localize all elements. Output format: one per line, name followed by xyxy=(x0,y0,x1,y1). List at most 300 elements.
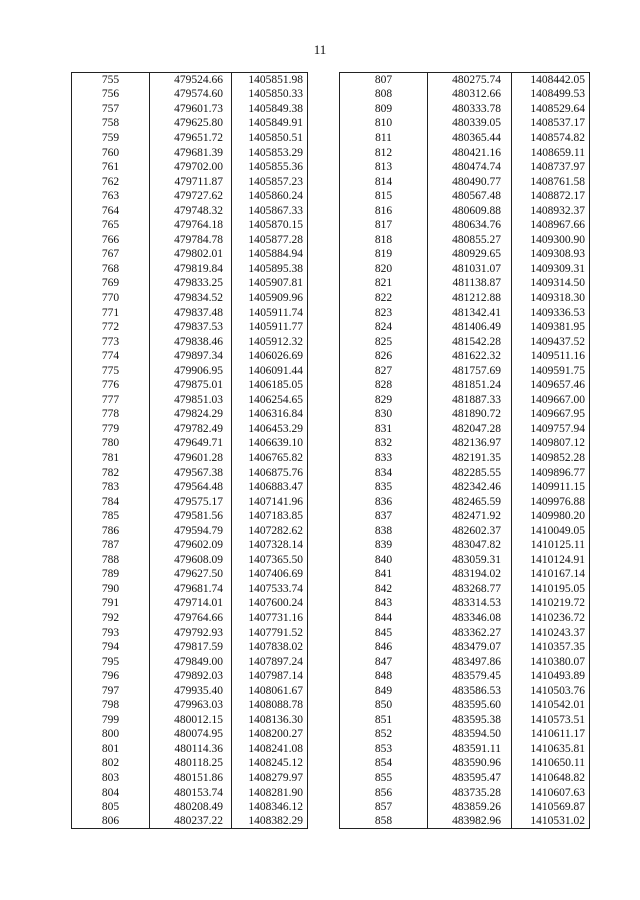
x-coordinate-cell: 482285.55 xyxy=(428,465,512,480)
point-number-cell: 846 xyxy=(340,640,428,655)
point-number-cell: 823 xyxy=(340,305,428,320)
x-coordinate-cell: 480118.25 xyxy=(150,756,232,771)
point-number-cell: 802 xyxy=(72,756,150,771)
point-number-cell: 787 xyxy=(72,538,150,553)
point-number-cell: 821 xyxy=(340,276,428,291)
x-coordinate-cell: 479601.73 xyxy=(150,102,232,117)
point-number-cell: 813 xyxy=(340,160,428,175)
y-coordinate-cell: 1410569.87 xyxy=(512,800,590,815)
point-number-cell: 762 xyxy=(72,174,150,189)
x-coordinate-cell: 481757.69 xyxy=(428,363,512,378)
y-coordinate-cell: 1408281.90 xyxy=(232,785,308,800)
y-coordinate-cell: 1408245.12 xyxy=(232,756,308,771)
table-row xyxy=(72,436,308,451)
x-coordinate-cell: 479649.71 xyxy=(150,436,232,451)
x-coordinate-cell: 479608.09 xyxy=(150,553,232,568)
table-row xyxy=(340,102,590,117)
x-coordinate-cell: 479824.29 xyxy=(150,407,232,422)
table-row xyxy=(72,494,308,509)
y-coordinate-cell: 1405849.38 xyxy=(232,102,308,117)
table-row xyxy=(72,407,308,422)
y-coordinate-cell: 1407838.02 xyxy=(232,640,308,655)
x-coordinate-cell: 479875.01 xyxy=(150,378,232,393)
x-coordinate-cell: 483735.28 xyxy=(428,785,512,800)
x-coordinate-cell: 479727.62 xyxy=(150,189,232,204)
y-coordinate-cell: 1408529.64 xyxy=(512,102,590,117)
y-coordinate-cell: 1407328.14 xyxy=(232,538,308,553)
table-row xyxy=(72,291,308,306)
table-row xyxy=(72,538,308,553)
table-row xyxy=(340,73,590,88)
x-coordinate-cell: 481622.32 xyxy=(428,349,512,364)
point-number-cell: 854 xyxy=(340,756,428,771)
table-row xyxy=(72,160,308,175)
table-row xyxy=(340,334,590,349)
point-number-cell: 796 xyxy=(72,669,150,684)
x-coordinate-cell: 479651.72 xyxy=(150,131,232,146)
point-number-cell: 814 xyxy=(340,174,428,189)
y-coordinate-cell: 1410542.01 xyxy=(512,698,590,713)
x-coordinate-cell: 483194.02 xyxy=(428,567,512,582)
point-number-cell: 851 xyxy=(340,713,428,728)
point-number-cell: 778 xyxy=(72,407,150,422)
y-coordinate-cell: 1406453.29 xyxy=(232,422,308,437)
table-row xyxy=(340,669,590,684)
x-coordinate-cell: 479748.32 xyxy=(150,203,232,218)
table-row xyxy=(340,509,590,524)
y-coordinate-cell: 1407791.52 xyxy=(232,625,308,640)
y-coordinate-cell: 1409300.90 xyxy=(512,233,590,248)
point-number-cell: 800 xyxy=(72,727,150,742)
y-coordinate-cell: 1408136.30 xyxy=(232,713,308,728)
y-coordinate-cell: 1406765.82 xyxy=(232,451,308,466)
table-row xyxy=(340,625,590,640)
table-row xyxy=(72,363,308,378)
point-number-cell: 783 xyxy=(72,480,150,495)
x-coordinate-cell: 483586.53 xyxy=(428,683,512,698)
point-number-cell: 832 xyxy=(340,436,428,451)
table-row xyxy=(72,349,308,364)
y-coordinate-cell: 1410607.63 xyxy=(512,785,590,800)
point-number-cell: 806 xyxy=(72,814,150,829)
table-row xyxy=(72,233,308,248)
table-row xyxy=(72,262,308,277)
page-number: 11 xyxy=(313,42,327,57)
y-coordinate-cell: 1405851.98 xyxy=(232,73,308,88)
x-coordinate-cell: 483314.53 xyxy=(428,596,512,611)
y-coordinate-cell: 1410049.05 xyxy=(512,523,590,538)
point-number-cell: 797 xyxy=(72,683,150,698)
point-number-cell: 767 xyxy=(72,247,150,262)
x-coordinate-cell: 479851.03 xyxy=(150,393,232,408)
x-coordinate-cell: 483591.11 xyxy=(428,742,512,757)
table-row xyxy=(340,305,590,320)
point-number-cell: 780 xyxy=(72,436,150,451)
y-coordinate-cell: 1407406.69 xyxy=(232,567,308,582)
coordinate-table-left xyxy=(71,72,308,829)
x-coordinate-cell: 483595.47 xyxy=(428,771,512,786)
x-coordinate-cell: 480474.74 xyxy=(428,160,512,175)
y-coordinate-cell: 1407600.24 xyxy=(232,596,308,611)
x-coordinate-cell: 479906.95 xyxy=(150,363,232,378)
table-row xyxy=(340,727,590,742)
point-number-cell: 766 xyxy=(72,233,150,248)
table-row xyxy=(340,567,590,582)
y-coordinate-cell: 1408967.66 xyxy=(512,218,590,233)
y-coordinate-cell: 1408932.37 xyxy=(512,203,590,218)
point-number-cell: 850 xyxy=(340,698,428,713)
y-coordinate-cell: 1410573.51 xyxy=(512,713,590,728)
table-row xyxy=(72,116,308,131)
point-number-cell: 777 xyxy=(72,393,150,408)
x-coordinate-cell: 479714.01 xyxy=(150,596,232,611)
table-row xyxy=(72,669,308,684)
point-number-cell: 772 xyxy=(72,320,150,335)
y-coordinate-cell: 1405870.15 xyxy=(232,218,308,233)
y-coordinate-cell: 1408499.53 xyxy=(512,87,590,102)
y-coordinate-cell: 1405850.33 xyxy=(232,87,308,102)
point-number-cell: 853 xyxy=(340,742,428,757)
x-coordinate-cell: 481138.87 xyxy=(428,276,512,291)
table-row xyxy=(72,189,308,204)
x-coordinate-cell: 479764.66 xyxy=(150,611,232,626)
y-coordinate-cell: 1409591.75 xyxy=(512,363,590,378)
point-number-cell: 833 xyxy=(340,451,428,466)
point-number-cell: 856 xyxy=(340,785,428,800)
table-row xyxy=(72,509,308,524)
x-coordinate-cell: 480012.15 xyxy=(150,713,232,728)
point-number-cell: 841 xyxy=(340,567,428,582)
y-coordinate-cell: 1409336.53 xyxy=(512,305,590,320)
table-row xyxy=(72,771,308,786)
y-coordinate-cell: 1405867.33 xyxy=(232,203,308,218)
table-row xyxy=(72,73,308,88)
table-row xyxy=(72,174,308,189)
table-row xyxy=(340,814,590,829)
x-coordinate-cell: 483859.26 xyxy=(428,800,512,815)
x-coordinate-cell: 480275.74 xyxy=(428,73,512,88)
y-coordinate-cell: 1409896.77 xyxy=(512,465,590,480)
table-row xyxy=(72,320,308,335)
point-number-cell: 758 xyxy=(72,116,150,131)
x-coordinate-cell: 480490.77 xyxy=(428,174,512,189)
table-row xyxy=(340,640,590,655)
point-number-cell: 771 xyxy=(72,305,150,320)
point-number-cell: 763 xyxy=(72,189,150,204)
y-coordinate-cell: 1406875.76 xyxy=(232,465,308,480)
point-number-cell: 842 xyxy=(340,582,428,597)
point-number-cell: 838 xyxy=(340,523,428,538)
y-coordinate-cell: 1408346.12 xyxy=(232,800,308,815)
y-coordinate-cell: 1405911.77 xyxy=(232,320,308,335)
point-number-cell: 825 xyxy=(340,334,428,349)
x-coordinate-cell: 479524.66 xyxy=(150,73,232,88)
y-coordinate-cell: 1410219.72 xyxy=(512,596,590,611)
x-coordinate-cell: 483579.45 xyxy=(428,669,512,684)
table-row xyxy=(72,145,308,160)
point-number-cell: 761 xyxy=(72,160,150,175)
table-row xyxy=(72,611,308,626)
x-coordinate-cell: 479702.00 xyxy=(150,160,232,175)
y-coordinate-cell: 1408537.17 xyxy=(512,116,590,131)
table-row xyxy=(340,538,590,553)
table-row xyxy=(72,393,308,408)
table-row xyxy=(340,523,590,538)
y-coordinate-cell: 1410243.37 xyxy=(512,625,590,640)
y-coordinate-cell: 1408382.29 xyxy=(232,814,308,829)
point-number-cell: 765 xyxy=(72,218,150,233)
x-coordinate-cell: 479782.49 xyxy=(150,422,232,437)
table-row xyxy=(340,218,590,233)
table-row xyxy=(340,654,590,669)
point-number-cell: 818 xyxy=(340,233,428,248)
y-coordinate-cell: 1409308.93 xyxy=(512,247,590,262)
x-coordinate-cell: 482471.92 xyxy=(428,509,512,524)
table-row xyxy=(72,276,308,291)
y-coordinate-cell: 1407282.62 xyxy=(232,523,308,538)
point-number-cell: 819 xyxy=(340,247,428,262)
table-row xyxy=(340,363,590,378)
table-row xyxy=(340,771,590,786)
table-row xyxy=(72,378,308,393)
y-coordinate-cell: 1407141.96 xyxy=(232,494,308,509)
x-coordinate-cell: 480114.36 xyxy=(150,742,232,757)
table-row xyxy=(72,451,308,466)
point-number-cell: 815 xyxy=(340,189,428,204)
y-coordinate-cell: 1409911.15 xyxy=(512,480,590,495)
point-number-cell: 822 xyxy=(340,291,428,306)
y-coordinate-cell: 1406254.65 xyxy=(232,393,308,408)
table-row xyxy=(72,742,308,757)
point-number-cell: 803 xyxy=(72,771,150,786)
y-coordinate-cell: 1410635.81 xyxy=(512,742,590,757)
y-coordinate-cell: 1408872.17 xyxy=(512,189,590,204)
x-coordinate-cell: 480339.05 xyxy=(428,116,512,131)
table-row xyxy=(340,87,590,102)
point-number-cell: 773 xyxy=(72,334,150,349)
table-row xyxy=(340,683,590,698)
point-number-cell: 785 xyxy=(72,509,150,524)
x-coordinate-cell: 479849.00 xyxy=(150,654,232,669)
point-number-cell: 827 xyxy=(340,363,428,378)
y-coordinate-cell: 1409667.95 xyxy=(512,407,590,422)
table-row xyxy=(340,393,590,408)
table-row xyxy=(340,553,590,568)
x-coordinate-cell: 480312.66 xyxy=(428,87,512,102)
y-coordinate-cell: 1410236.72 xyxy=(512,611,590,626)
point-number-cell: 836 xyxy=(340,494,428,509)
point-number-cell: 782 xyxy=(72,465,150,480)
y-coordinate-cell: 1407731.16 xyxy=(232,611,308,626)
x-coordinate-cell: 480634.76 xyxy=(428,218,512,233)
table-row xyxy=(72,305,308,320)
x-coordinate-cell: 483362.27 xyxy=(428,625,512,640)
y-coordinate-cell: 1409976.88 xyxy=(512,494,590,509)
table-row xyxy=(72,814,308,829)
y-coordinate-cell: 1409511.16 xyxy=(512,349,590,364)
y-coordinate-cell: 1405877.28 xyxy=(232,233,308,248)
x-coordinate-cell: 483595.38 xyxy=(428,713,512,728)
table-row xyxy=(340,247,590,262)
x-coordinate-cell: 479564.48 xyxy=(150,480,232,495)
y-coordinate-cell: 1405853.29 xyxy=(232,145,308,160)
x-coordinate-cell: 479681.39 xyxy=(150,145,232,160)
table-row xyxy=(72,727,308,742)
y-coordinate-cell: 1410531.02 xyxy=(512,814,590,829)
point-number-cell: 793 xyxy=(72,625,150,640)
x-coordinate-cell: 480421.16 xyxy=(428,145,512,160)
table-row xyxy=(340,291,590,306)
point-number-cell: 756 xyxy=(72,87,150,102)
table-row xyxy=(340,451,590,466)
x-coordinate-cell: 479567.38 xyxy=(150,465,232,480)
table-row xyxy=(340,800,590,815)
y-coordinate-cell: 1408061.67 xyxy=(232,683,308,698)
point-number-cell: 831 xyxy=(340,422,428,437)
x-coordinate-cell: 483479.07 xyxy=(428,640,512,655)
point-number-cell: 828 xyxy=(340,378,428,393)
y-coordinate-cell: 1405912.32 xyxy=(232,334,308,349)
y-coordinate-cell: 1407533.74 xyxy=(232,582,308,597)
point-number-cell: 805 xyxy=(72,800,150,815)
y-coordinate-cell: 1408088.78 xyxy=(232,698,308,713)
x-coordinate-cell: 480074.95 xyxy=(150,727,232,742)
table-row xyxy=(72,625,308,640)
table-row xyxy=(72,218,308,233)
point-number-cell: 845 xyxy=(340,625,428,640)
table-row xyxy=(340,262,590,277)
table-row xyxy=(340,698,590,713)
x-coordinate-cell: 479627.50 xyxy=(150,567,232,582)
y-coordinate-cell: 1407987.14 xyxy=(232,669,308,684)
y-coordinate-cell: 1406026.69 xyxy=(232,349,308,364)
point-number-cell: 835 xyxy=(340,480,428,495)
table-row xyxy=(72,785,308,800)
x-coordinate-cell: 483047.82 xyxy=(428,538,512,553)
y-coordinate-cell: 1407897.24 xyxy=(232,654,308,669)
point-number-cell: 844 xyxy=(340,611,428,626)
table-row xyxy=(72,334,308,349)
table-row xyxy=(72,87,308,102)
y-coordinate-cell: 1409980.20 xyxy=(512,509,590,524)
x-coordinate-cell: 479792.93 xyxy=(150,625,232,640)
point-number-cell: 770 xyxy=(72,291,150,306)
x-coordinate-cell: 479837.53 xyxy=(150,320,232,335)
x-coordinate-cell: 479802.01 xyxy=(150,247,232,262)
point-number-cell: 829 xyxy=(340,393,428,408)
x-coordinate-cell: 483346.08 xyxy=(428,611,512,626)
y-coordinate-cell: 1407183.85 xyxy=(232,509,308,524)
y-coordinate-cell: 1409318.30 xyxy=(512,291,590,306)
point-number-cell: 774 xyxy=(72,349,150,364)
point-number-cell: 837 xyxy=(340,509,428,524)
point-number-cell: 810 xyxy=(340,116,428,131)
point-number-cell: 839 xyxy=(340,538,428,553)
x-coordinate-cell: 479892.03 xyxy=(150,669,232,684)
table-row xyxy=(340,436,590,451)
point-number-cell: 816 xyxy=(340,203,428,218)
x-coordinate-cell: 479833.25 xyxy=(150,276,232,291)
point-number-cell: 784 xyxy=(72,494,150,509)
point-number-cell: 764 xyxy=(72,203,150,218)
point-number-cell: 843 xyxy=(340,596,428,611)
coordinate-table-right xyxy=(339,72,590,829)
table-row xyxy=(340,596,590,611)
point-number-cell: 781 xyxy=(72,451,150,466)
x-coordinate-cell: 479625.80 xyxy=(150,116,232,131)
point-number-cell: 855 xyxy=(340,771,428,786)
x-coordinate-cell: 479681.74 xyxy=(150,582,232,597)
table-row xyxy=(72,654,308,669)
x-coordinate-cell: 479819.84 xyxy=(150,262,232,277)
y-coordinate-cell: 1405849.91 xyxy=(232,116,308,131)
x-coordinate-cell: 480151.86 xyxy=(150,771,232,786)
point-number-cell: 808 xyxy=(340,87,428,102)
x-coordinate-cell: 480929.65 xyxy=(428,247,512,262)
x-coordinate-cell: 479711.87 xyxy=(150,174,232,189)
x-coordinate-cell: 483595.60 xyxy=(428,698,512,713)
x-coordinate-cell: 479963.03 xyxy=(150,698,232,713)
y-coordinate-cell: 1410167.14 xyxy=(512,567,590,582)
table-row xyxy=(340,713,590,728)
y-coordinate-cell: 1408200.27 xyxy=(232,727,308,742)
x-coordinate-cell: 481406.49 xyxy=(428,320,512,335)
x-coordinate-cell: 479834.52 xyxy=(150,291,232,306)
table-row xyxy=(340,276,590,291)
point-number-cell: 807 xyxy=(340,73,428,88)
table-row xyxy=(340,174,590,189)
x-coordinate-cell: 483594.50 xyxy=(428,727,512,742)
y-coordinate-cell: 1409437.52 xyxy=(512,334,590,349)
x-coordinate-cell: 479575.17 xyxy=(150,494,232,509)
x-coordinate-cell: 482602.37 xyxy=(428,523,512,538)
y-coordinate-cell: 1410648.82 xyxy=(512,771,590,786)
x-coordinate-cell: 479581.56 xyxy=(150,509,232,524)
point-number-cell: 791 xyxy=(72,596,150,611)
table-row xyxy=(72,480,308,495)
table-row xyxy=(72,640,308,655)
y-coordinate-cell: 1405860.24 xyxy=(232,189,308,204)
x-coordinate-cell: 479935.40 xyxy=(150,683,232,698)
table-row xyxy=(72,523,308,538)
point-number-cell: 820 xyxy=(340,262,428,277)
point-number-cell: 798 xyxy=(72,698,150,713)
x-coordinate-cell: 479764.18 xyxy=(150,218,232,233)
x-coordinate-cell: 482342.46 xyxy=(428,480,512,495)
table-row xyxy=(72,102,308,117)
table-row xyxy=(72,247,308,262)
y-coordinate-cell: 1409314.50 xyxy=(512,276,590,291)
x-coordinate-cell: 481342.41 xyxy=(428,305,512,320)
x-coordinate-cell: 480208.49 xyxy=(150,800,232,815)
y-coordinate-cell: 1409381.95 xyxy=(512,320,590,335)
y-coordinate-cell: 1410611.17 xyxy=(512,727,590,742)
x-coordinate-cell: 481212.88 xyxy=(428,291,512,306)
y-coordinate-cell: 1410503.76 xyxy=(512,683,590,698)
point-number-cell: 857 xyxy=(340,800,428,815)
table-row xyxy=(340,611,590,626)
y-coordinate-cell: 1407365.50 xyxy=(232,553,308,568)
x-coordinate-cell: 481851.24 xyxy=(428,378,512,393)
table-row xyxy=(72,553,308,568)
table-row xyxy=(340,582,590,597)
y-coordinate-cell: 1410195.05 xyxy=(512,582,590,597)
x-coordinate-cell: 481031.07 xyxy=(428,262,512,277)
x-coordinate-cell: 483059.31 xyxy=(428,553,512,568)
point-number-cell: 812 xyxy=(340,145,428,160)
y-coordinate-cell: 1409807.12 xyxy=(512,436,590,451)
x-coordinate-cell: 481542.28 xyxy=(428,334,512,349)
